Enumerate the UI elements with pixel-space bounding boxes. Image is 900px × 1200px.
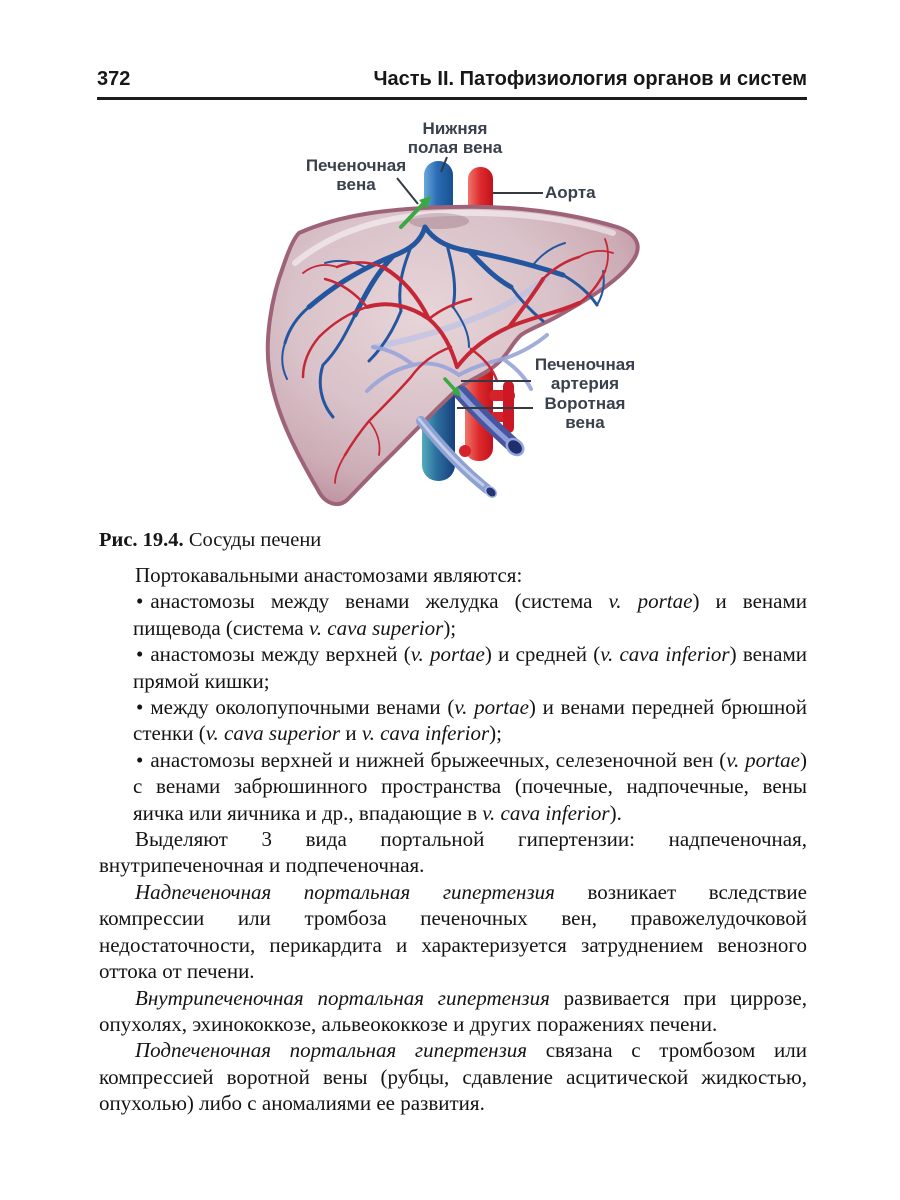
bullet-marker: • [136, 695, 144, 720]
figure-caption: Рис. 19.4. Сосуды печени [99, 529, 322, 551]
label-aorta: Аорта [545, 183, 596, 202]
label-inferior-vena-cava: Нижняя полая вена [407, 119, 503, 157]
bullet-item: • анастомозы между верхней (v. portae) и средней (v. cava inferior) венами прямой кишки; [133, 642, 808, 693]
page-number: 372 [97, 68, 131, 90]
paragraph-intro: Портокавальными анастомозами являются: [135, 563, 523, 587]
section-title: Часть II. Патофизиология органов и систем [373, 68, 807, 90]
body-text [99, 562, 807, 1117]
vessel-entry-shadow [409, 213, 469, 229]
bullet-marker: • [136, 642, 144, 667]
paragraph: Выделяют 3 вида портальной гипертензии: надпеченочная, внутрипеченочная и подпеченочная. [99, 827, 807, 878]
paragraph: Внутрипеченочная портальная гипертензия развивается при циррозе, опухолях, эхинококкозе, альвеококкозе и других поражениях печени. [99, 985, 807, 1036]
label-hepatic-vein: Печеночная вена [305, 156, 407, 194]
bullet-marker: • [136, 589, 144, 614]
paragraph: Надпеченочная портальная гипертензия возникает вследствие компрессии или тромбоза печеночных вен, правожелудочковой недостаточности, перикардита и характеризуется затруднением венозного оттока от печени. [99, 879, 807, 984]
label-hepatic-artery: Печеночная артерия [534, 355, 636, 393]
bullet-marker: • [136, 747, 144, 772]
bullet-item: • анастомозы между венами желудка (система v. portae) и венами пищевода (система v. cava superior); [133, 589, 807, 640]
paragraph: Подпеченочная портальная гипертензия связана с тромбозом или компрессией воротной вены (рубцы, сдавление асцитической жидкостью, опухолью) либо с аномалиями ее развития. [99, 1038, 808, 1116]
liver-illustration [225, 115, 685, 535]
figure-liver-vessels [0, 0, 900, 560]
bullet-item: • между околопупочными венами (v. portae) и венами передней брюшной стенки (v. cava superior и v. cava inferior); [133, 695, 807, 746]
label-portal-vein: Воротная вена [544, 394, 626, 432]
bullet-item: • анастомозы верхней и нижней брыжеечных, селезеночной вен (v. portae) с венами забрюшинного пространства (почечные, надпочечные, вены яичка или яичника и др., впадающие в v. cava inferior). [133, 747, 807, 825]
